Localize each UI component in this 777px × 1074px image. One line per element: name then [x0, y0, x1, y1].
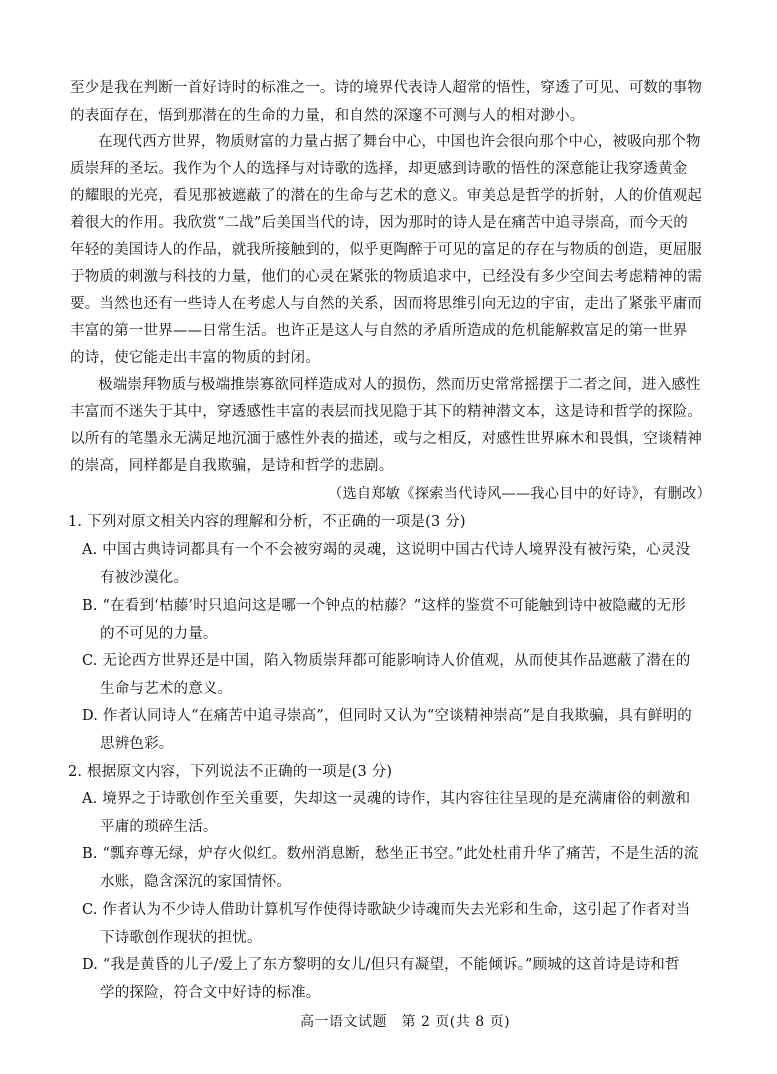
q1-option-b: B. “在看到‘枯藤’时只追问这是哪一个钟点的枯藤？”这样的鉴赏不可能触到诗中被隐藏的无形: [82, 598, 686, 614]
passage-line: 的表面存在，悟到那潜在的生命的力量，和自然的深邃不可测与人的相对渺小。: [70, 108, 585, 124]
passage-line: 以所有的笔墨永无满足地沉湎于感性外表的描述，或与之相反，对感性世界麻木和畏惧，空谈精神: [70, 431, 703, 447]
q1-option-a-cont: 有被沙漠化。: [100, 570, 189, 586]
passage-line: 丰富而不迷失于其中，穿透感性丰富的表层而找见隐于其下的精神潜文本，这是诗和哲学的探险。: [70, 404, 703, 420]
q2-option-b: B. “瓢弃尊无绿，炉存火似红。数州消息断，愁坐正书空。”此处杜甫升华了痛苦，不是生活的流: [82, 846, 699, 862]
q1-option-b-cont: 的不可见的力量。: [100, 626, 218, 642]
q1-option-d: D. 作者认同诗人“在痛苦中追寻崇高”，但同时又认为“空谈精神崇高”是自我欺骗，具有鲜明的: [82, 708, 692, 724]
passage-line: 的耀眼的光亮，看见那被遮蔽了的潜在的生命与艺术的意义。审美总是哲学的折射，人的价值观起: [70, 188, 703, 204]
passage-line: 着很大的作用。我欣赏“二战”后美国当代的诗，因为那时的诗人是在痛苦中追寻崇高，而今天的: [70, 215, 688, 231]
q2-option-a-cont: 平庸的琐碎生活。: [100, 819, 218, 835]
question-1-stem: 1. 下列对原文相关内容的理解和分析，不正确的一项是(3 分): [68, 514, 466, 530]
q2-option-d-cont: 学的探险，符合文中好诗的标准。: [100, 985, 321, 1001]
passage-line: 年轻的美国诗人的作品，就我所接触到的，似乎更陶醉于可见的富足的存在与物质的创造，更屈服: [70, 242, 703, 258]
q1-option-c-cont: 生命与艺术的意义。: [100, 681, 233, 697]
passage-line: 于物质的刺激与科技的力量，他们的心灵在紧张的物质追求中，已经没有多少空间去考虑精神的需: [70, 269, 703, 285]
q2-option-c-cont: 下诗歌创作现状的担忧。: [100, 930, 262, 946]
q1-option-d-cont: 思辨色彩。: [100, 736, 174, 752]
question-2-stem: 2. 根据原文内容，下列说法不正确的一项是(3 分): [68, 764, 393, 780]
passage-line: 的诗，使它能走出丰富的物质的封闭。: [70, 350, 320, 366]
passage-source: （选自郑敏《探索当代诗风——我心目中的好诗》，有删改）: [328, 486, 712, 502]
passage-line: 至少是我在判断一首好诗时的标准之一。诗的境界代表诗人超常的悟性，穿透了可见、可数的事物: [70, 80, 703, 96]
passage-line: 在现代西方世界，物质财富的力量占据了舞台中心，中国也许会很向那个中心，被吸向那个物: [98, 134, 701, 150]
q1-option-a: A. 中国古典诗词都具有一个不会被穷竭的灵魂，这说明中国古代诗人境界没有被污染，心灵没: [82, 542, 691, 558]
page-footer: 高一语文试题 第 2 页(共 8 页): [300, 1014, 511, 1030]
q2-option-c: C. 作者认为不少诗人借助计算机写作使得诗歌缺少诗魂而失去光彩和生命，这引起了作者对当: [82, 902, 691, 918]
q2-option-b-cont: 水账，隐含深沉的家国情怀。: [100, 874, 292, 890]
passage-line: 丰富的第一世界——日常生活。也许正是这人与自然的矛盾所造成的危机能解救富足的第一世界: [70, 323, 688, 339]
q1-option-c: C. 无论西方世界还是中国，陷入物质崇拜都可能影响诗人价值观，从而使其作品遮蔽了潜在的: [82, 653, 691, 669]
passage-line: 质崇拜的圣坛。我作为个人的选择与对诗歌的选择，却更感到诗歌的悟性的深意能让我穿透黄金: [70, 161, 688, 177]
q2-option-d: D. “我是黄昏的儿子/爱上了东方黎明的女儿/但只有凝望，不能倾诉。”顾城的这首诗是诗和哲: [82, 957, 680, 973]
passage-line: 的崇高，同样都是自我欺骗，是诗和哲学的悲剧。: [70, 458, 394, 474]
q2-option-a: A. 境界之于诗歌创作至关重要，失却这一灵魂的诗作，其内容往往呈现的是充满庸俗的刺激和: [82, 791, 691, 807]
passage-line: 极端崇拜物质与极端推崇寡欲同样造成对人的损伤，然而历史常常摇摆于二者之间，进入感性: [98, 377, 701, 393]
passage-line: 要。当然也还有一些诗人在考虑人与自然的关系，因而将思维引向无边的宇宙，走出了紧张平庸而: [70, 296, 703, 312]
